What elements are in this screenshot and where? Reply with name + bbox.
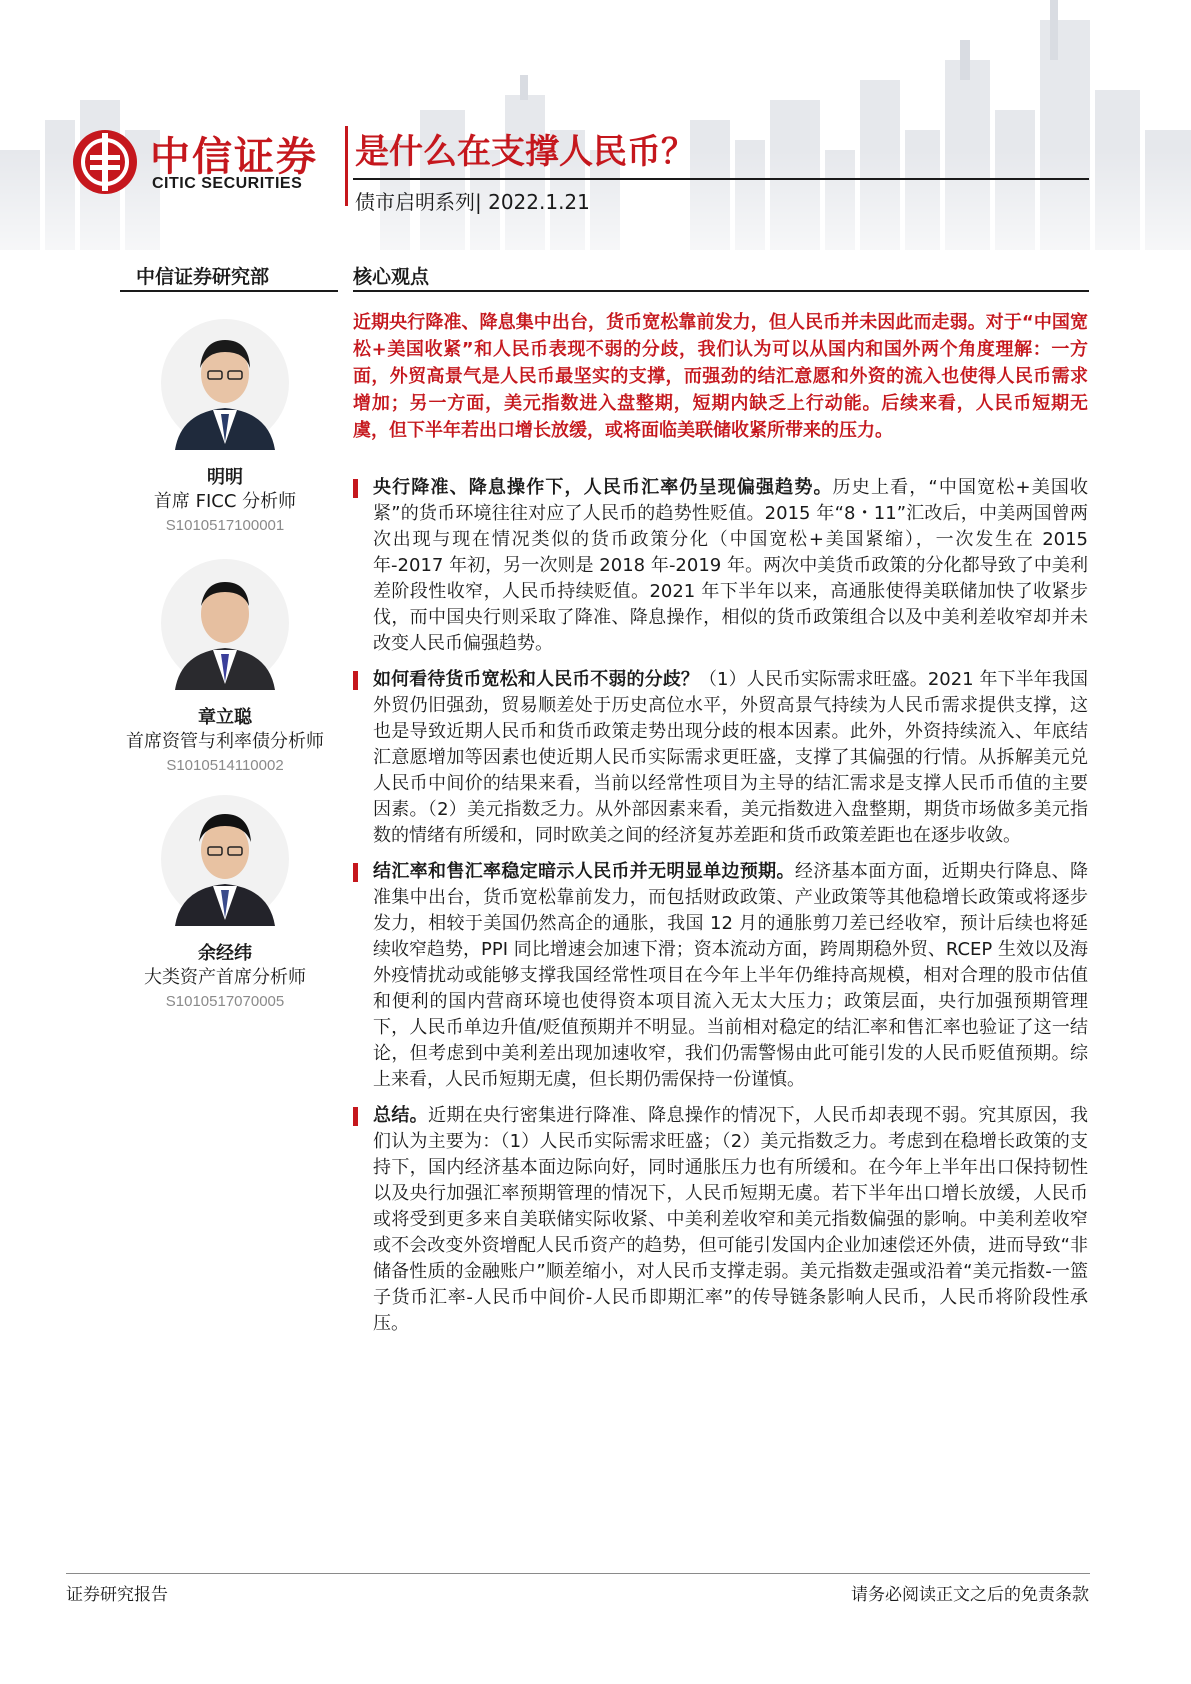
report-title: 是什么在支撑人民币？ xyxy=(355,132,695,172)
point-lead: 央行降准、降息操作下，人民币汇率仍呈现偏强趋势。 xyxy=(373,477,833,498)
bullet-bar xyxy=(353,1107,358,1126)
analyst-license-id: S1010514110002 xyxy=(166,757,284,774)
key-summary: 近期央行降准、降息集中出台，货币宽松靠前发力，但人民币并未因此而走弱。对于“中国宽松+美国收紧”和人民币表现不弱的分歧，我们认为可以从国内和国外两个角度理解：一方面，外贸高景气是人民币最坚实的支撑，而强劲的结汇意愿和外资的流入也使得人民币需求增加；另一方面，美元指数进入盘整期，短期内缺乏上行动能。后续来看，人民币短期无虞，但下半年若出口增长放缓，或将面临美联储收紧所带来的压力。 xyxy=(353,312,1088,441)
report-subtitle: 债市启明系列| 2022.1.21 xyxy=(355,190,590,214)
brand-name-cn: 中信证券 xyxy=(150,133,318,180)
brand-name-en: CITIC SECURITIES xyxy=(152,175,303,192)
sidebar-heading: 中信证券研究部 xyxy=(136,266,270,288)
title-divider xyxy=(345,126,348,206)
point-body: 历史上看，“中国宽松+美国收紧”的货币环境往往对应了人民币的趋势性贬值。2015 年“8・11”汇改后，中美两国曾两次出现与现在情况类似的货币政策分化（中国宽松+美国紧缩），一次发生在 2015 年-2017 年初，另一次则是 2018 年-2019 年。两次中美货币政策的分化都导致了中美利差阶段性收窄，人民币持续贬值。2021 年下半年以来，高通胀使得美联储加快了收紧步伐，而中国央行则采取了降准、降息操作，相似的货币政策组合以及中美利差收窄却并未改变人民币偏强趋势。 xyxy=(373,477,1089,654)
point-body: （1）人民币实际需求旺盛。2021 年下半年我国外贸仍旧强劲，贸易顺差处于历史高位水平，外贸高景气持续为人民币需求提供支撑，这也是导致近期人民币和货币政策走势出现分歧的根本因素。此外，外资持续流入、年底结汇意愿增加等因素也使近期人民币实际需求更旺盛，支撑了其偏强的行情。从拆解美元兑人民币中间价的结果来看，当前以经常性项目为主导的结汇需求是支撑人民币币值的主要因素。（2）美元指数乏力。从外部因素来看，美元指数进入盘整期，期货市场做多美元指数的情绪有所缓和，同时欧美之间的经济复苏差距和货币政策差距也在逐步收敛。 xyxy=(373,669,1088,846)
key-point xyxy=(353,475,1088,657)
footer-rule xyxy=(66,1573,1090,1574)
analyst-title: 首席资管与利率债分析师 xyxy=(126,731,324,752)
citic-logo xyxy=(72,123,334,195)
bullet-bar xyxy=(353,479,358,498)
point-body: 近期在央行密集进行降准、降息操作的情况下，人民币却表现不弱。究其原因，我们认为主要为：（1）人民币实际需求旺盛；（2）美元指数乏力。考虑到在稳增长政策的支持下，国内经济基本面边际向好，同时通胀压力也有所缓和。在今年上半年出口保持韧性以及央行加强汇率预期管理的情况下，人民币短期无虞。若下半年出口增长放缓，人民币或将受到更多来自美联储实际收紧、中美利差收窄和美元指数偏强的影响。中美利差收窄或不会改变外资增配人民币资产的趋势，但可能引发国内企业加速偿还外债，进而导致“非储备性质的金融账户”顺差缩小，对人民币支撑走弱。美元指数走强或沿着“美元指数-一篮子货币汇率-人民币中间价-人民币即期汇率”的传导链条影响人民币，人民币将阶段性承压。 xyxy=(373,1105,1089,1334)
main-heading: 核心观点 xyxy=(353,266,430,288)
key-point xyxy=(353,1103,1088,1337)
analyst-name: 余经纬 xyxy=(198,943,252,964)
analyst-title: 首席 FICC 分析师 xyxy=(153,491,297,512)
analyst-card xyxy=(120,792,330,1014)
main-rule xyxy=(353,290,1089,292)
analyst-name: 明明 xyxy=(207,467,243,488)
analyst-license-id: S1010517070005 xyxy=(165,993,285,1010)
sidebar-rule xyxy=(120,290,338,292)
title-rule xyxy=(353,178,1089,180)
analyst-photo xyxy=(161,792,289,926)
key-point xyxy=(353,667,1088,849)
analyst-title: 大类资产首席分析师 xyxy=(144,967,306,988)
analyst-license-id: S1010517100001 xyxy=(165,517,285,534)
bullet-bar xyxy=(353,863,358,882)
analyst-photo xyxy=(161,556,289,690)
footer-report-type: 证券研究报告 xyxy=(66,1585,168,1605)
key-points xyxy=(353,475,1088,1347)
analyst-card xyxy=(120,316,330,538)
analyst-card xyxy=(120,556,330,778)
analyst-name: 章立聪 xyxy=(198,707,252,728)
point-lead: 结汇率和售汇率稳定暗示人民币并无明显单边预期。 xyxy=(373,861,795,882)
point-lead: 总结。 xyxy=(373,1105,429,1126)
point-lead: 如何看待货币宽松和人民币不弱的分歧？ xyxy=(373,669,699,690)
analyst-photo xyxy=(161,316,289,450)
key-point xyxy=(353,859,1088,1093)
footer-disclaimer: 请务必阅读正文之后的免责条款 xyxy=(851,1585,1089,1605)
point-body: 经济基本面方面，近期央行降息、降准集中出台，货币宽松靠前发力，而包括财政政策、产业政策等其他稳增长政策或将逐步发力，相较于美国仍然高企的通胀，我国 12 月的通胀剪刀差已经收窄，预计后续也将延续收窄趋势，PPI 同比增速会加速下滑；资本流动方面，跨周期稳外贸、RCEP 生效以及海外疫情扰动或能够支撑我国经常性项目在今年上半年仍维持高规模，相对合理的股市估值和便利的国内营商环境也使得资本项目流入无太大压力；政策层面，央行加强预期管理下，人民币单边升值/贬值预期并不明显。当前相对稳定的结汇率和售汇率也验证了这一结论，但考虑到中美利差出现加速收窄，我们仍需警惕由此可能引发的人民币贬值预期。综上来看，人民币短期无虞，但长期仍需保持一份谨慎。 xyxy=(373,861,1089,1090)
citic-emblem-icon xyxy=(72,129,138,195)
bullet-bar xyxy=(353,671,358,690)
